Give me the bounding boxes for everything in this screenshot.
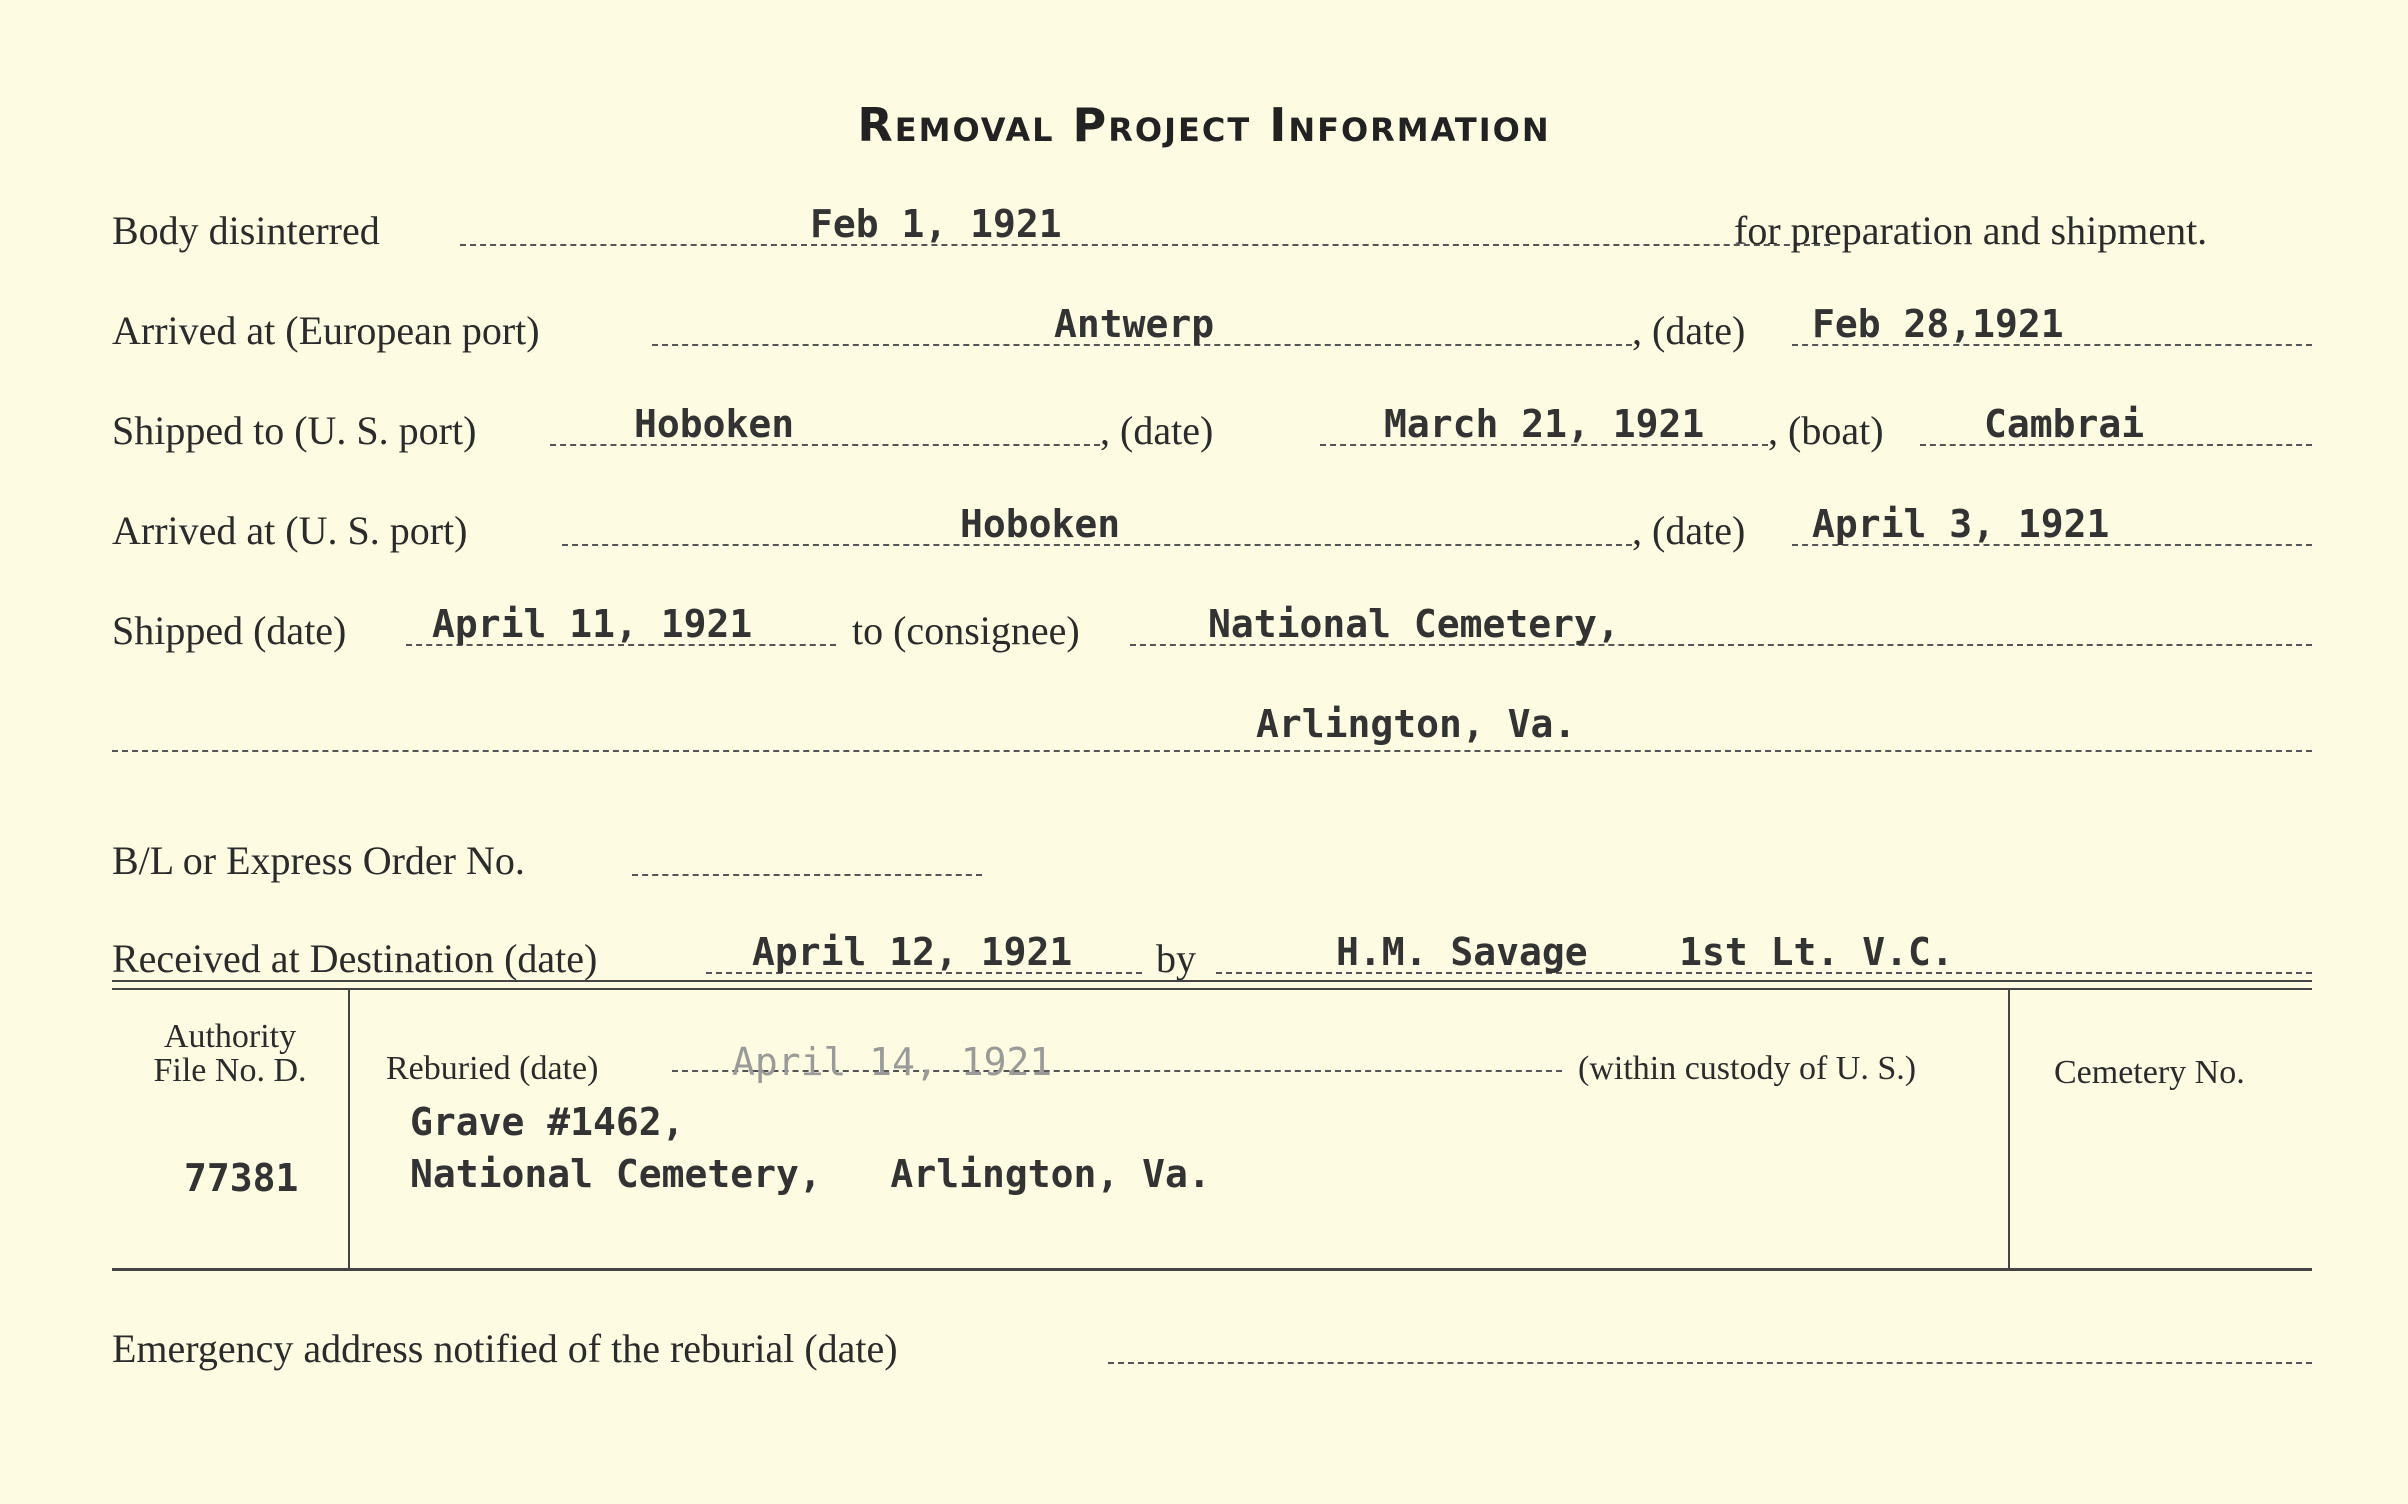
arrived-us-date: April 3, 1921	[1812, 502, 2110, 546]
emergency-line	[1108, 1362, 2312, 1364]
row-received	[112, 928, 2312, 988]
shipped-us-port: Hoboken	[634, 402, 795, 446]
bl-label: B/L or Express Order No.	[112, 838, 525, 883]
arrived-eu-date-label: , (date)	[1632, 308, 1746, 353]
shipped-us-boat-label: , (boat)	[1768, 408, 1884, 453]
consignee-line1: National Cemetery,	[1208, 602, 1620, 646]
arrived-us-port: Hoboken	[960, 502, 1121, 546]
box-divider-left	[348, 990, 350, 1268]
authority-label-line2: File No. D.	[153, 1052, 307, 1089]
grave-line-2: National Cemetery, Arlington, Va.	[410, 1152, 1211, 1196]
row-disinterred	[112, 200, 2312, 260]
row-arrived-eu	[112, 300, 2312, 360]
shipped-us-boat: Cambrai	[1984, 402, 2145, 446]
emergency-label: Emergency address notified of the reburial (date)	[112, 1326, 898, 1371]
received-date: April 12, 1921	[752, 930, 1073, 974]
row-consignee-2	[112, 700, 2312, 760]
arrived-eu-label: Arrived at (European port)	[112, 308, 540, 353]
box-top-rule-1	[112, 980, 2312, 982]
custody-label: (within custody of U. S.)	[1578, 1050, 1917, 1087]
cemetery-number-label: Cemetery No.	[2054, 1054, 2245, 1091]
arrived-us-label: Arrived at (U. S. port)	[112, 508, 468, 553]
consignee-line-2	[112, 750, 2312, 752]
consignee-line2: Arlington, Va.	[1256, 702, 1577, 746]
row-shipped-us	[112, 400, 2312, 460]
arrived-eu-date: Feb 28,1921	[1812, 302, 2064, 346]
box-divider-right	[2008, 990, 2010, 1268]
row-shipped	[112, 600, 2312, 660]
row-emergency	[112, 1318, 2312, 1378]
shipped-us-line	[550, 444, 1100, 446]
disinterred-line	[460, 244, 1830, 246]
arrived-eu-port: Antwerp	[1054, 302, 1215, 346]
shipped-us-date: March 21, 1921	[1384, 402, 1705, 446]
shipped-label: Shipped (date)	[112, 608, 347, 653]
disinterred-suffix: for preparation and shipment.	[1734, 208, 2208, 253]
bl-line	[632, 874, 982, 876]
grave-line-1: Grave #1462,	[410, 1100, 685, 1144]
reburied-date: April 14, 1921	[732, 1040, 1053, 1084]
shipped-date: April 11, 1921	[432, 602, 753, 646]
received-by: H.M. Savage 1st Lt. V.C.	[1336, 930, 1954, 974]
disinterred-label: Body disinterred	[112, 208, 380, 253]
arrived-us-date-label: , (date)	[1632, 508, 1746, 553]
shipped-us-label: Shipped to (U. S. port)	[112, 408, 477, 453]
received-label: Received at Destination (date)	[112, 936, 598, 981]
authority-label	[112, 1020, 348, 1088]
received-by-label: by	[1156, 936, 1196, 981]
shipped-to-label: to (consignee)	[852, 608, 1080, 653]
authority-file-number: 77381	[184, 1156, 299, 1200]
card-title: Removal Project Information	[857, 98, 1551, 152]
reburied-label: Reburied (date)	[386, 1050, 599, 1087]
box-bottom-rule	[112, 1268, 2312, 1271]
shipped-us-date-label: , (date)	[1100, 408, 1214, 453]
disinterred-value: Feb 1, 1921	[810, 202, 1062, 246]
box-top-rule-2	[112, 988, 2312, 990]
row-bl	[112, 830, 2312, 890]
authority-label-line1: Authority	[163, 1018, 297, 1055]
row-arrived-us	[112, 500, 2312, 560]
